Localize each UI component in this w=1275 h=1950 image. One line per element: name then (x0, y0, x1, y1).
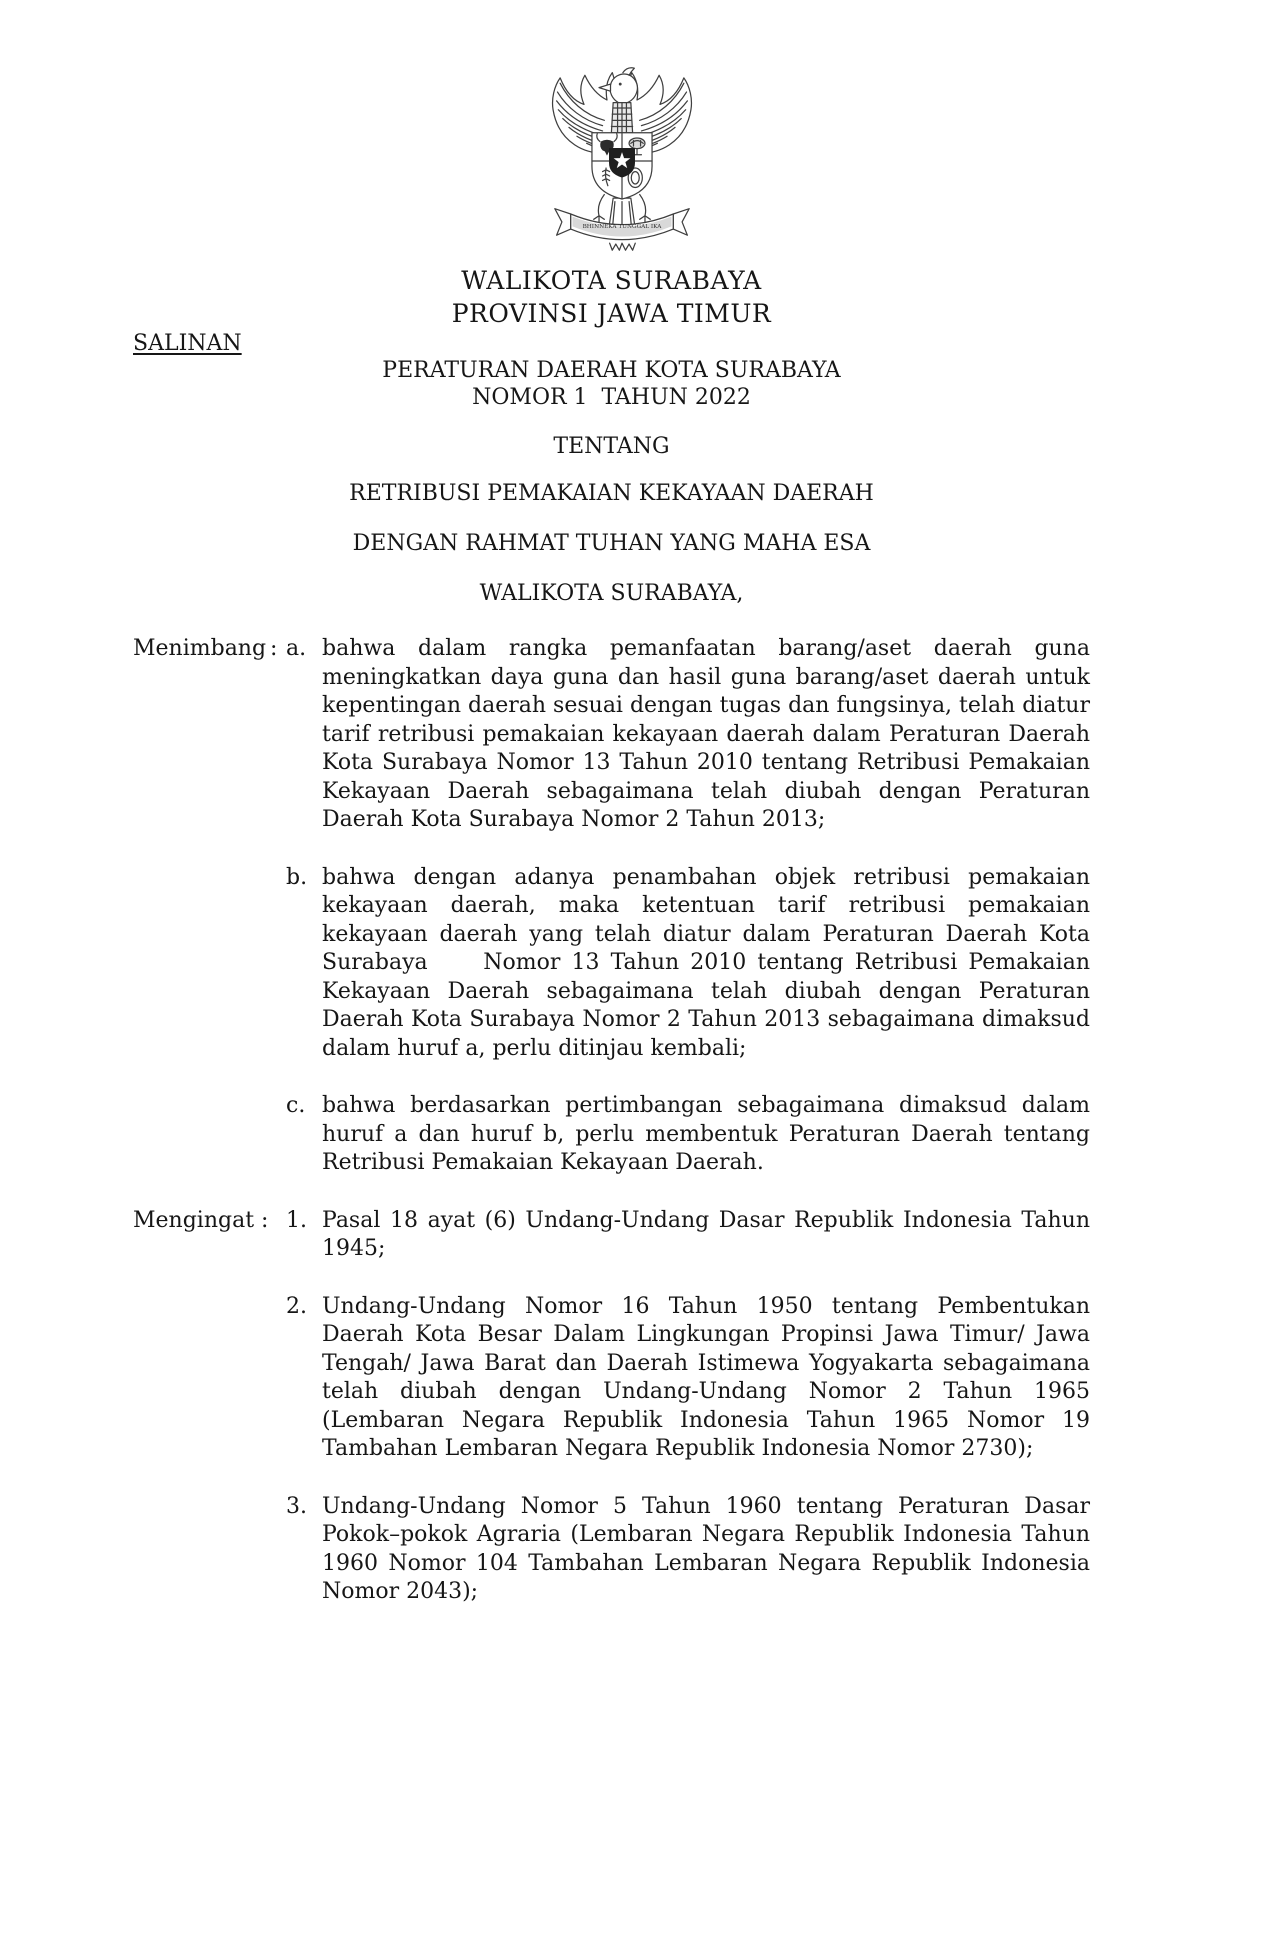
remembering-item-2 (133, 1293, 1090, 1464)
regulation-number-line: NOMOR 1 TAHUN 2022 (472, 385, 751, 410)
item-text: Undang-Undang Nomor 5 Tahun 1960 tentang Peraturan Dasar Pokok–pokok Agraria (Lembaran Negara Republik Indonesia Tahun 1960 Nomor 104 Tambahan Lembaran Negara Republik Indonesia Nomor 2043); (322, 1493, 1090, 1604)
item-marker: a. (286, 636, 307, 661)
remembering-label: Mengingat : (133, 1207, 269, 1233)
salinan-label: SALINAN (133, 331, 242, 356)
item-marker: b. (286, 864, 308, 890)
item-text: Undang-Undang Nomor 16 Tahun 1950 tentang Pembentukan Daerah Kota Besar Dalam Lingkungan Propinsi Jawa Timur/ Jawa Tengah/ Jawa Barat dan Daerah Istimewa Yogyakarta sebagaimana telah diubah dengan Undang-Undang Nomor 2 Tahun 1965 (Lembaran Negara Republik Indonesia Tahun 1965 Nomor 19 Tambahan Lembaran Negara Republik Indonesia Nomor 2730); (322, 1293, 1090, 1461)
invocation-line: DENGAN RAHMAT TUHAN YANG MAHA ESA (352, 531, 871, 556)
considering-colon: : (270, 636, 278, 661)
preamble (133, 635, 1090, 1607)
emblem-motto-text: BHINNEKA TUNGGAL IKA (582, 224, 662, 231)
considering-item-b (133, 864, 1090, 1064)
item-text: bahwa dengan adanya penambahan objek retribusi pemakaian kekayaan daerah, maka ketentuan tarif retribusi pemakaian kekayaan daerah yang telah diatur dalam Peraturan Daerah Kota Surabaya Nomor 13 Tahun 2010 tentang Retribusi Pemakaian Kekayaan Daerah sebagaimana telah diubah dengan Peraturan Daerah Kota Surabaya Nomor 2 Tahun 2013 sebagaimana dimaksud dalam huruf a, perlu ditinjau kembali; (322, 864, 1090, 1061)
item-text: bahwa berdasarkan pertimbangan sebagaimana dimaksud dalam huruf a dan huruf b, perlu membentuk Peraturan Daerah tentang Retribusi Pemakaian Kekayaan Daerah. (322, 1093, 1090, 1175)
regulation-title-line: PERATURAN DAERAH KOTA SURABAYA (382, 358, 841, 383)
considering-label: Menimbang (133, 636, 267, 661)
authority-header (133, 264, 1090, 330)
item-marker: 3. (286, 1493, 307, 1519)
authority-line-2: PROVINSI JAWA TIMUR (451, 299, 772, 328)
remembering-item-3 (133, 1493, 1090, 1607)
regulation-subject: RETRIBUSI PEMAKAIAN KEKAYAAN DAERAH (349, 481, 874, 506)
issuer-line: WALIKOTA SURABAYA, (479, 581, 744, 606)
item-text: bahwa dalam rangka pemanfaatan barang/aset daerah guna meningkatkan daya guna dan hasil guna barang/aset daerah untuk kepentingan daerah sesuai dengan tugas dan fungsinya, telah diatur tarif retribusi pemakaian kekayaan daerah dalam Peraturan Daerah Kota Surabaya Nomor 13 Tahun 2010 tentang Retribusi Pemakaian Kekayaan Daerah sebagaimana telah diubah dengan Peraturan Daerah Kota Surabaya Nomor 2 Tahun 2013; (322, 636, 1090, 832)
remembering-item-1 (133, 1207, 1090, 1264)
item-marker: c. (286, 1093, 306, 1118)
item-text: Pasal 18 ayat (6) Undang-Undang Dasar Republik Indonesia Tahun 1945; (322, 1207, 1090, 1261)
item-marker: 2. (286, 1293, 307, 1319)
considering-item-c (133, 1092, 1090, 1178)
about-label: TENTANG (553, 434, 670, 459)
considering-item-a (133, 635, 1090, 835)
authority-line-1: WALIKOTA SURABAYA (461, 266, 762, 295)
document-body (133, 0, 1090, 1607)
item-marker: 1. (286, 1207, 307, 1233)
